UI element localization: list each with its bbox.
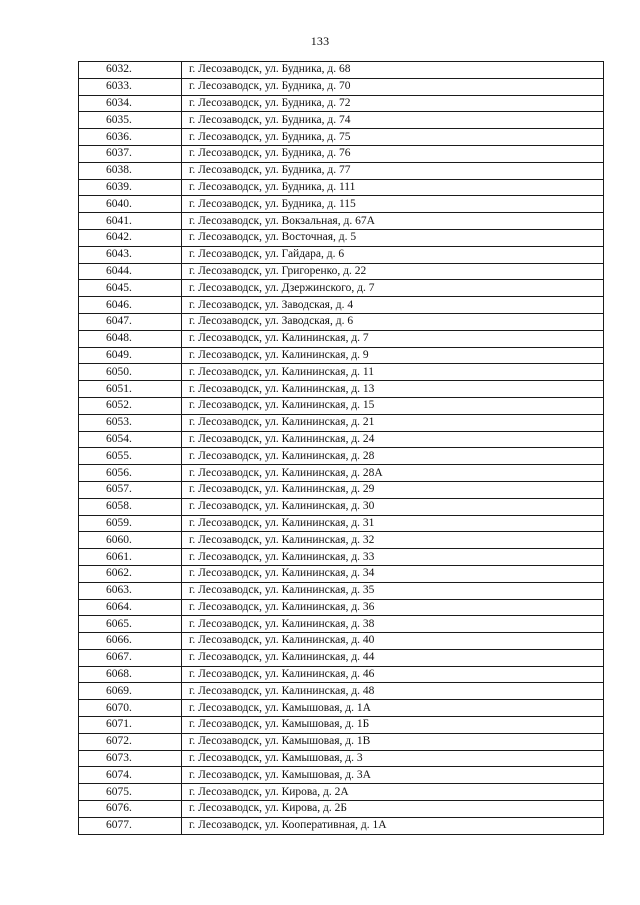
row-number-cell: 6069. bbox=[79, 683, 182, 700]
address-cell: г. Лесозаводск, ул. Камышовая, д. 1Б bbox=[182, 717, 604, 734]
row-number-cell: 6077. bbox=[79, 817, 182, 834]
address-cell: г. Лесозаводск, ул. Заводская, д. 6 bbox=[182, 313, 604, 330]
address-cell: г. Лесозаводск, ул. Вокзальная, д. 67А bbox=[182, 213, 604, 230]
row-number-cell: 6071. bbox=[79, 717, 182, 734]
table-row bbox=[79, 330, 604, 347]
row-number-cell: 6045. bbox=[79, 280, 182, 297]
row-number-cell: 6075. bbox=[79, 784, 182, 801]
row-number-cell: 6041. bbox=[79, 213, 182, 230]
row-number-cell: 6068. bbox=[79, 666, 182, 683]
row-number-cell: 6066. bbox=[79, 633, 182, 650]
row-number-cell: 6035. bbox=[79, 112, 182, 129]
address-cell: г. Лесозаводск, ул. Калининская, д. 36 bbox=[182, 599, 604, 616]
table-row bbox=[79, 666, 604, 683]
table-row bbox=[79, 313, 604, 330]
row-number-cell: 6053. bbox=[79, 414, 182, 431]
row-number-cell: 6059. bbox=[79, 515, 182, 532]
row-number-cell: 6073. bbox=[79, 750, 182, 767]
address-cell: г. Лесозаводск, ул. Калининская, д. 29 bbox=[182, 481, 604, 498]
table-row bbox=[79, 246, 604, 263]
address-cell: г. Лесозаводск, ул. Калининская, д. 33 bbox=[182, 549, 604, 566]
row-number-cell: 6047. bbox=[79, 313, 182, 330]
table-row bbox=[79, 95, 604, 112]
address-cell: г. Лесозаводск, ул. Заводская, д. 4 bbox=[182, 297, 604, 314]
address-cell: г. Лесозаводск, ул. Калининская, д. 7 bbox=[182, 330, 604, 347]
row-number-cell: 6054. bbox=[79, 431, 182, 448]
row-number-cell: 6052. bbox=[79, 397, 182, 414]
table-row bbox=[79, 112, 604, 129]
table-row bbox=[79, 750, 604, 767]
row-number-cell: 6040. bbox=[79, 196, 182, 213]
row-number-cell: 6057. bbox=[79, 481, 182, 498]
row-number-cell: 6038. bbox=[79, 162, 182, 179]
address-cell: г. Лесозаводск, ул. Будника, д. 77 bbox=[182, 162, 604, 179]
address-cell: г. Лесозаводск, ул. Камышовая, д. 3 bbox=[182, 750, 604, 767]
table-row bbox=[79, 683, 604, 700]
address-cell: г. Лесозаводск, ул. Калининская, д. 30 bbox=[182, 498, 604, 515]
row-number-cell: 6048. bbox=[79, 330, 182, 347]
table-row bbox=[79, 717, 604, 734]
address-cell: г. Лесозаводск, ул. Восточная, д. 5 bbox=[182, 229, 604, 246]
table-row bbox=[79, 364, 604, 381]
table-row bbox=[79, 801, 604, 818]
row-number-cell: 6042. bbox=[79, 229, 182, 246]
address-cell: г. Лесозаводск, ул. Калининская, д. 34 bbox=[182, 565, 604, 582]
table-row bbox=[79, 700, 604, 717]
address-cell: г. Лесозаводск, ул. Будника, д. 115 bbox=[182, 196, 604, 213]
table-row bbox=[79, 129, 604, 146]
table-row bbox=[79, 78, 604, 95]
row-number-cell: 6056. bbox=[79, 465, 182, 482]
table-row bbox=[79, 263, 604, 280]
address-cell: г. Лесозаводск, ул. Кирова, д. 2Б bbox=[182, 801, 604, 818]
address-cell: г. Лесозаводск, ул. Камышовая, д. 3А bbox=[182, 767, 604, 784]
table-row bbox=[79, 162, 604, 179]
row-number-cell: 6064. bbox=[79, 599, 182, 616]
row-number-cell: 6055. bbox=[79, 448, 182, 465]
row-number-cell: 6076. bbox=[79, 801, 182, 818]
row-number-cell: 6033. bbox=[79, 78, 182, 95]
row-number-cell: 6072. bbox=[79, 733, 182, 750]
address-cell: г. Лесозаводск, ул. Калининская, д. 48 bbox=[182, 683, 604, 700]
address-cell: г. Лесозаводск, ул. Калининская, д. 44 bbox=[182, 649, 604, 666]
address-cell: г. Лесозаводск, ул. Калининская, д. 13 bbox=[182, 381, 604, 398]
table-row bbox=[79, 498, 604, 515]
row-number-cell: 6065. bbox=[79, 616, 182, 633]
row-number-cell: 6032. bbox=[79, 62, 182, 79]
row-number-cell: 6050. bbox=[79, 364, 182, 381]
table-row bbox=[79, 297, 604, 314]
address-table bbox=[78, 61, 604, 835]
address-cell: г. Лесозаводск, ул. Калининская, д. 38 bbox=[182, 616, 604, 633]
address-cell: г. Лесозаводск, ул. Камышовая, д. 1В bbox=[182, 733, 604, 750]
address-cell: г. Лесозаводск, ул. Будника, д. 111 bbox=[182, 179, 604, 196]
table-row bbox=[79, 347, 604, 364]
row-number-cell: 6062. bbox=[79, 565, 182, 582]
row-number-cell: 6039. bbox=[79, 179, 182, 196]
address-cell: г. Лесозаводск, ул. Калининская, д. 11 bbox=[182, 364, 604, 381]
row-number-cell: 6044. bbox=[79, 263, 182, 280]
address-cell: г. Лесозаводск, ул. Григоренко, д. 22 bbox=[182, 263, 604, 280]
address-cell: г. Лесозаводск, ул. Будника, д. 74 bbox=[182, 112, 604, 129]
address-cell: г. Лесозаводск, ул. Кирова, д. 2А bbox=[182, 784, 604, 801]
table-row bbox=[79, 767, 604, 784]
address-cell: г. Лесозаводск, ул. Калининская, д. 21 bbox=[182, 414, 604, 431]
address-cell: г. Лесозаводск, ул. Калининская, д. 31 bbox=[182, 515, 604, 532]
table-row bbox=[79, 817, 604, 834]
table-row bbox=[79, 448, 604, 465]
table-row bbox=[79, 549, 604, 566]
row-number-cell: 6063. bbox=[79, 582, 182, 599]
address-cell: г. Лесозаводск, ул. Калининская, д. 28А bbox=[182, 465, 604, 482]
address-cell: г. Лесозаводск, ул. Будника, д. 70 bbox=[182, 78, 604, 95]
address-cell: г. Лесозаводск, ул. Гайдара, д. 6 bbox=[182, 246, 604, 263]
row-number-cell: 6058. bbox=[79, 498, 182, 515]
address-cell: г. Лесозаводск, ул. Калининская, д. 9 bbox=[182, 347, 604, 364]
address-cell: г. Лесозаводск, ул. Дзержинского, д. 7 bbox=[182, 280, 604, 297]
row-number-cell: 6051. bbox=[79, 381, 182, 398]
table-row bbox=[79, 280, 604, 297]
table-row bbox=[79, 616, 604, 633]
row-number-cell: 6046. bbox=[79, 297, 182, 314]
table-row bbox=[79, 532, 604, 549]
table-row bbox=[79, 633, 604, 650]
address-cell: г. Лесозаводск, ул. Калининская, д. 40 bbox=[182, 633, 604, 650]
table-row bbox=[79, 465, 604, 482]
address-cell: г. Лесозаводск, ул. Калининская, д. 32 bbox=[182, 532, 604, 549]
row-number-cell: 6060. bbox=[79, 532, 182, 549]
table-row bbox=[79, 213, 604, 230]
table-row bbox=[79, 229, 604, 246]
table-row bbox=[79, 145, 604, 162]
address-table-body bbox=[79, 62, 604, 835]
address-cell: г. Лесозаводск, ул. Калининская, д. 46 bbox=[182, 666, 604, 683]
address-cell: г. Лесозаводск, ул. Кооперативная, д. 1А bbox=[182, 817, 604, 834]
row-number-cell: 6037. bbox=[79, 145, 182, 162]
row-number-cell: 6070. bbox=[79, 700, 182, 717]
page-number: 133 bbox=[310, 34, 330, 48]
row-number-cell: 6043. bbox=[79, 246, 182, 263]
address-cell: г. Лесозаводск, ул. Калининская, д. 35 bbox=[182, 582, 604, 599]
table-row bbox=[79, 599, 604, 616]
table-row bbox=[79, 481, 604, 498]
address-cell: г. Лесозаводск, ул. Калининская, д. 24 bbox=[182, 431, 604, 448]
table-row bbox=[79, 397, 604, 414]
table-row bbox=[79, 784, 604, 801]
address-cell: г. Лесозаводск, ул. Будника, д. 68 bbox=[182, 62, 604, 79]
table-row bbox=[79, 582, 604, 599]
row-number-cell: 6049. bbox=[79, 347, 182, 364]
row-number-cell: 6034. bbox=[79, 95, 182, 112]
table-row bbox=[79, 381, 604, 398]
row-number-cell: 6036. bbox=[79, 129, 182, 146]
address-cell: г. Лесозаводск, ул. Будника, д. 75 bbox=[182, 129, 604, 146]
table-row bbox=[79, 196, 604, 213]
table-row bbox=[79, 565, 604, 582]
table-row bbox=[79, 733, 604, 750]
address-cell: г. Лесозаводск, ул. Будника, д. 76 bbox=[182, 145, 604, 162]
address-cell: г. Лесозаводск, ул. Калининская, д. 15 bbox=[182, 397, 604, 414]
table-row bbox=[79, 515, 604, 532]
row-number-cell: 6074. bbox=[79, 767, 182, 784]
address-cell: г. Лесозаводск, ул. Калининская, д. 28 bbox=[182, 448, 604, 465]
table-row bbox=[79, 62, 604, 79]
address-cell: г. Лесозаводск, ул. Камышовая, д. 1А bbox=[182, 700, 604, 717]
row-number-cell: 6061. bbox=[79, 549, 182, 566]
table-row bbox=[79, 649, 604, 666]
row-number-cell: 6067. bbox=[79, 649, 182, 666]
table-row bbox=[79, 414, 604, 431]
table-row bbox=[79, 431, 604, 448]
table-row bbox=[79, 179, 604, 196]
address-cell: г. Лесозаводск, ул. Будника, д. 72 bbox=[182, 95, 604, 112]
